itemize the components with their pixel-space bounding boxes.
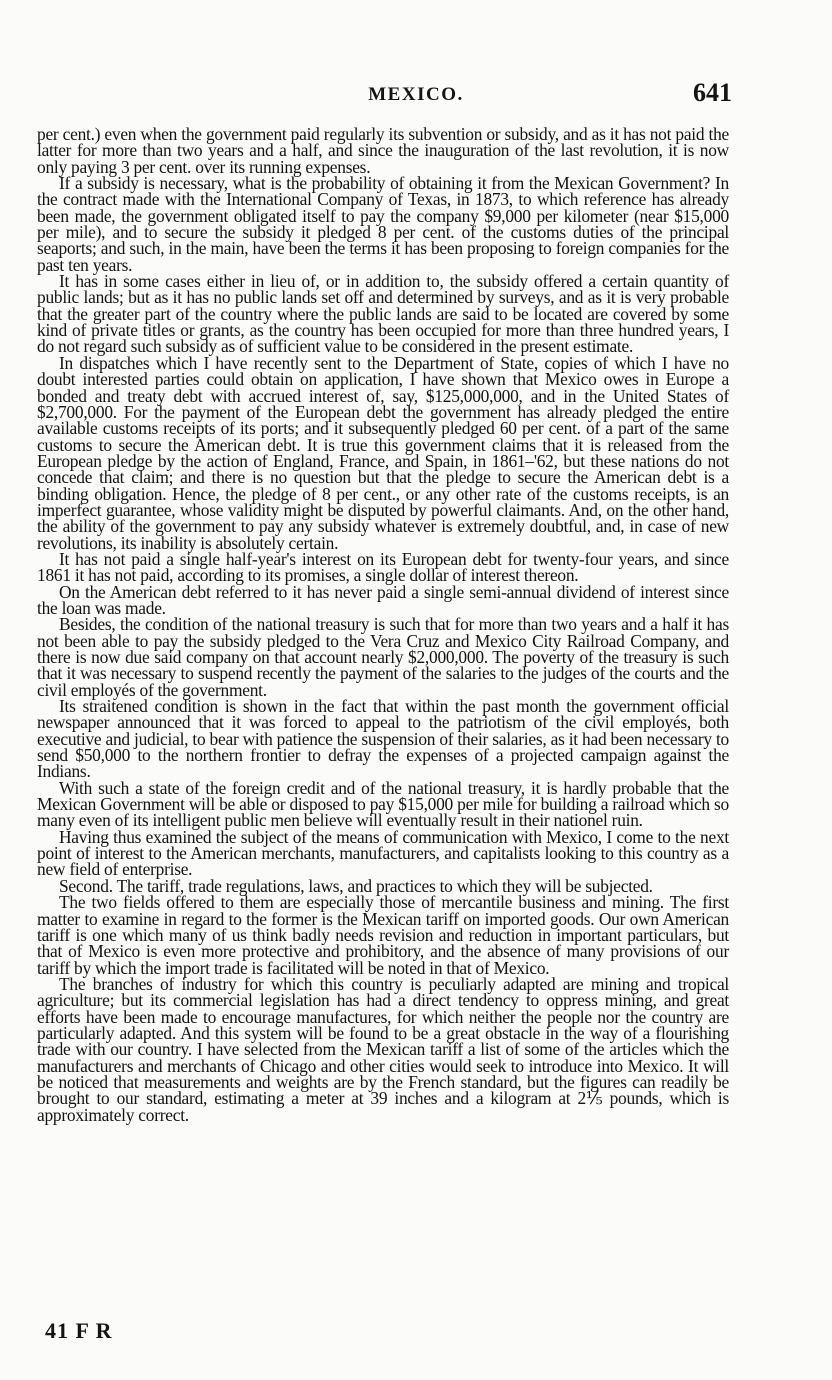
- paragraph: Besides, the condition of the national treasury is such that for more than two years and a half it has not been able to pay the subsidy pledged to the Vera Cruz and Mexico City Railroad Company, and there is now due said company on that account nearly $2,000,000. The poverty of the treasury is such that it was necessary to suspend recently the payment of the salaries to the judges of the courts and the civil employés of the government.: [37, 614, 729, 700]
- paragraph: If a subsidy is necessary, what is the probability of obtaining it from the Mexican Government? In the contract made with the International Company of Texas, in 1873, to which reference has already been made, the government obligated itself to pay the company $9,000 per kilometer (near $15,000 per mile), and to secure the subsidy it pledged 8 per cent. of the customs duties of the principal seaports; and such, in the main, have been the terms it has been proposing to foreign companies for the past ten years.: [37, 173, 729, 275]
- page-number: 641: [693, 78, 732, 107]
- paragraph: Second. The tariff, trade regulations, laws, and practices to which they will be subjected.: [59, 875, 653, 896]
- running-title: MEXICO.: [368, 84, 464, 105]
- paragraph: In dispatches which I have recently sent to the Department of State, copies of which I have no doubt interested parties could obtain on application, I have shown that Mexico owes in Europe a bonded and treaty debt with accrued interest of, say, $125,000,000, and in the United States of $2,700,000. For the payment of the European debt the government has already pledged the entire available customs receipts of its ports; and it subsequently pledged 60 per cent. of a part of the same customs to secure the American debt. It is true this government claims that it is released from the European pledge by the action of England, France, and Spain, in 1861–'62, but these nations do not concede that claim; and there is no question but that the pledge to secure the American debt is a binding obligation. Hence, the pledge of 8 per cent., or any other rate of the customs receipts, is an imperfect guarantee, whose validity might be disputed by powerful claimants. And, on the other hand, the ability of the government to pay any subsidy whatever is extremely doubtful, and, in case of new revolutions, its inability is absolutely certain.: [37, 352, 729, 553]
- paragraph: The branches of industry for which this country is peculiarly adapted are mining and tropical agriculture; but its commercial legislation has had a direct tendency to oppress mining, and great efforts have been made to encourage manufactures, for which neither the people nor the country are particularly adapted. And this system will be found to be a great obstacle in the way of a flourishing trade with our country. I have selected from the Mexican tariff a list of some of the articles which the manufacturers and merchants of Chicago and other cities would seek to introduce into Mexico. It will be noticed that measurements and weights are by the French standard, but the figures can readily be brought to our standard, estimating a meter at 39 inches and a kilogram at 2⅕ pounds, which is approximately correct.: [37, 973, 729, 1125]
- paragraph: It has not paid a single half-year's interest on its European debt for twenty-four years, and since 1861 it has not paid, according to its promises, a single dollar of interest thereon.: [37, 548, 729, 586]
- paragraph: On the American debt referred to it has never paid a single semi-annual dividend of interest since the loan was made.: [37, 581, 729, 618]
- paragraph: With such a state of the foreign credit and of the national treasury, it is hardly probable that the Mexican Government will be able or disposed to pay $15,000 per mile for building a railroad which so many even of its intelligent public men believe will eventually result in their nationel ruin.: [37, 777, 729, 831]
- body-text: [37, 126, 729, 1123]
- paragraph: Having thus examined the subject of the means of communication with Mexico, I come to the next point of interest to the American merchants, manufacturers, and capitalists looking to this country as a new field of enterprise.: [37, 826, 729, 880]
- paragraph: The two fields offered to them are especially those of mercantile business and mining. The first matter to examine in regard to the former is the Mexican tariff on imported goods. Our own American tariff is one which many of us think badly needs revision and reduction in important particulars, but that of Mexico is even more protective and prohibitory, and the absence of many provisions of our tariff by which the import trade is facilitated will be noted in that of Mexico.: [37, 892, 729, 978]
- paragraph: per cent.) even when the government paid regularly its subvention or subsidy, and as it has not paid the latter for more than two years and a half, and since the inauguration of the last revolution, it is now only paying 3 per cent. over its running expenses.: [37, 124, 729, 177]
- paragraph: It has in some cases either in lieu of, or in addition to, the subsidy offered a certain quantity of public lands; but as it has no public lands set off and determined by surveys, and as it is very probable that the greater part of the country where the public lands are said to be located are covered by some kind of private titles or grants, as the country has been occupied for more than three hundred years, I do not regard such subsidy as of sufficient value to be considered in the present estimate.: [37, 271, 729, 357]
- paragraph: Its straitened condition is shown in the fact that within the past month the government official newspaper announced that it was forced to appeal to the patriotism of the civil employés, both executive and judicial, to bear with patience the suspension of their salaries, as it had been necessary to send $50,000 to the northern frontier to defray the expenses of a projected campaign against the Indians.: [37, 696, 729, 782]
- signature-mark: 41 F R: [45, 1318, 113, 1343]
